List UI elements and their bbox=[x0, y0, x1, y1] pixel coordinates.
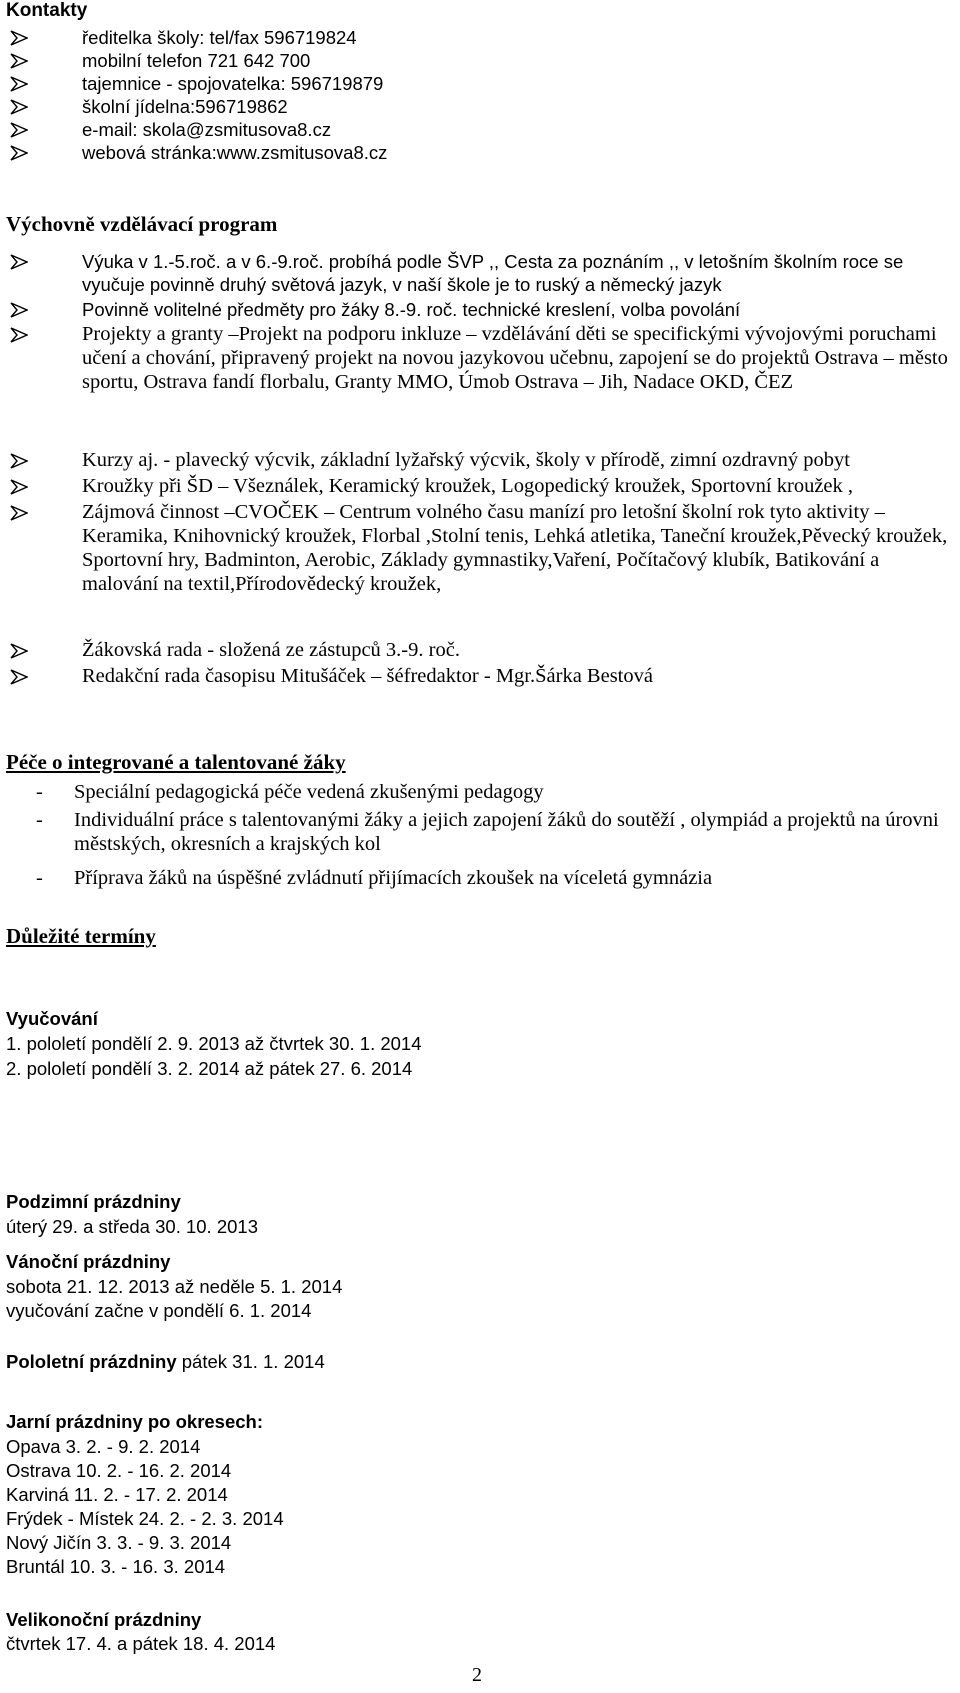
autumn-title: Podzimní prázdniny bbox=[6, 1191, 181, 1212]
arrowhead-bullet-icon bbox=[10, 53, 28, 69]
arrowhead-bullet-icon bbox=[10, 505, 28, 521]
arrowhead-bullet-icon bbox=[10, 669, 28, 685]
spring-line: Nový Jičín 3. 3. - 9. 3. 2014 bbox=[6, 1532, 232, 1553]
program-item: Redakční rada časopisu Mitušáček – šéfredaktor - Mgr.Šárka Bestová bbox=[82, 665, 653, 687]
teaching-title: Vyučování bbox=[6, 1008, 98, 1029]
arrowhead-bullet-icon bbox=[10, 302, 28, 318]
spring-line: Bruntál 10. 3. - 16. 3. 2014 bbox=[6, 1556, 226, 1577]
halfyear-value: pátek 31. 1. 2014 bbox=[176, 1351, 325, 1372]
spring-line: Opava 3. 2. - 9. 2. 2014 bbox=[6, 1436, 201, 1457]
arrowhead-bullet-icon bbox=[10, 122, 28, 138]
spring-line: Frýdek - Místek 24. 2. - 2. 3. 2014 bbox=[6, 1508, 284, 1529]
terms-heading: Důležité termíny bbox=[6, 924, 156, 948]
care-item: Speciální pedagogická péče vedená zkušenými pedagogy bbox=[74, 781, 544, 803]
care-item: Individuální práce s talentovanými žáky a jejich zapojení žáků do soutěží , olympiád a projektů na úrovni městských, okresních a krajských kol bbox=[74, 809, 939, 855]
teaching-line: 2. pololetí pondělí 3. 2. 2014 až pátek 27. 6. 2014 bbox=[6, 1058, 413, 1079]
contacts-heading: Kontakty bbox=[6, 0, 88, 21]
contact-item: webová stránka:www.zsmitusova8.cz bbox=[82, 142, 388, 163]
teaching-line: 1. pololetí pondělí 2. 9. 2013 až čtvrtek 30. 1. 2014 bbox=[6, 1033, 422, 1054]
arrowhead-bullet-icon bbox=[10, 479, 28, 495]
page-number: 2 bbox=[472, 1664, 482, 1686]
program-heading: Výchovně vzdělávací program bbox=[6, 212, 278, 236]
care-item: Příprava žáků na úspěšné zvládnutí přijímacích zkoušek na víceletá gymnázia bbox=[74, 867, 713, 889]
arrowhead-bullet-icon bbox=[10, 76, 28, 92]
contact-item: tajemnice - spojovatelka: 596719879 bbox=[82, 73, 384, 94]
arrowhead-bullet-icon bbox=[10, 145, 28, 161]
care-heading: Péče o integrované a talentované žáky bbox=[6, 750, 346, 774]
christmas-line: sobota 21. 12. 2013 až neděle 5. 1. 2014 bbox=[6, 1276, 343, 1297]
program-item: Kroužky při ŠD – Všeználek, Keramický kroužek, Logopedický kroužek, Sportovní kroužek , bbox=[82, 475, 854, 497]
dash-bullet: - bbox=[36, 809, 43, 831]
arrowhead-bullet-icon bbox=[10, 99, 28, 115]
autumn-line: úterý 29. a středa 30. 10. 2013 bbox=[6, 1216, 258, 1237]
christmas-line: vyučování začne v pondělí 6. 1. 2014 bbox=[6, 1300, 312, 1321]
dash-bullet: - bbox=[36, 867, 43, 889]
easter-line: čtvrtek 17. 4. a pátek 18. 4. 2014 bbox=[6, 1633, 276, 1654]
spring-line: Ostrava 10. 2. - 16. 2. 2014 bbox=[6, 1460, 232, 1481]
program-item: Výuka v 1.-5.roč. a v 6.-9.roč. probíhá podle ŠVP ,, Cesta za poznáním ,, v letošním školním roce se vyučuje povinně druhý světová jazyk, v naší škole je to ruský a německý jazyk bbox=[82, 251, 904, 295]
arrowhead-bullet-icon bbox=[10, 327, 28, 343]
program-item: Kurzy aj. - plavecký výcvik, základní lyžařský výcvik, školy v přírodě, zimní ozdravný pobyt bbox=[82, 449, 850, 471]
program-item: Žákovská rada - složená ze zástupců 3.-9. roč. bbox=[82, 639, 460, 661]
halfyear-title: Pololetní prázdniny bbox=[6, 1351, 177, 1372]
program-item: Povinně volitelné předměty pro žáky 8.-9. roč. technické kreslení, volba povolání bbox=[82, 299, 741, 320]
christmas-title: Vánoční prázdniny bbox=[6, 1251, 171, 1272]
spring-title: Jarní prázdniny po okresech: bbox=[6, 1411, 264, 1432]
dash-bullet: - bbox=[36, 781, 43, 803]
halfyear-row bbox=[6, 1350, 325, 1373]
arrowhead-bullet-icon bbox=[10, 453, 28, 469]
arrowhead-bullet-icon bbox=[10, 30, 28, 46]
contact-item: mobilní telefon 721 642 700 bbox=[82, 50, 311, 71]
program-item: Zájmová činnost –CVOČEK – Centrum volného času manízí pro letošní školní rok tyto aktivity – Keramika, Knihovnický kroužek, Florbal ,Stolní tenis, Lehká atletika, Taneční kroužek,Pěvecký kroužek, Sportovní hry, Badminton, Aerobic, Základy gymnastiky,Vaření, Počítačový klubík, Batikování a malování na textil,Přírodovědecký kroužek, bbox=[82, 501, 948, 595]
contact-item: školní jídelna:596719862 bbox=[82, 96, 288, 117]
program-item: Projekty a granty –Projekt na podporu inkluze – vzdělávání děti se specifickými vývojovými poruchami učení a chování, připravený projekt na novou jazykovou učebnu, zapojení se do projektů Ostrava – město sportu, Ostrava fandí florbalu, Granty MMO, Úmob Ostrava – Jih, Nadace OKD, ČEZ bbox=[82, 323, 948, 393]
arrowhead-bullet-icon bbox=[10, 254, 28, 270]
easter-title: Velikonoční prázdniny bbox=[6, 1609, 202, 1630]
contact-item: ředitelka školy: tel/fax 596719824 bbox=[82, 27, 357, 48]
arrowhead-bullet-icon bbox=[10, 643, 28, 659]
spring-line: Karviná 11. 2. - 17. 2. 2014 bbox=[6, 1484, 228, 1505]
contact-item: e-mail: skola@zsmitusova8.cz bbox=[82, 119, 332, 140]
